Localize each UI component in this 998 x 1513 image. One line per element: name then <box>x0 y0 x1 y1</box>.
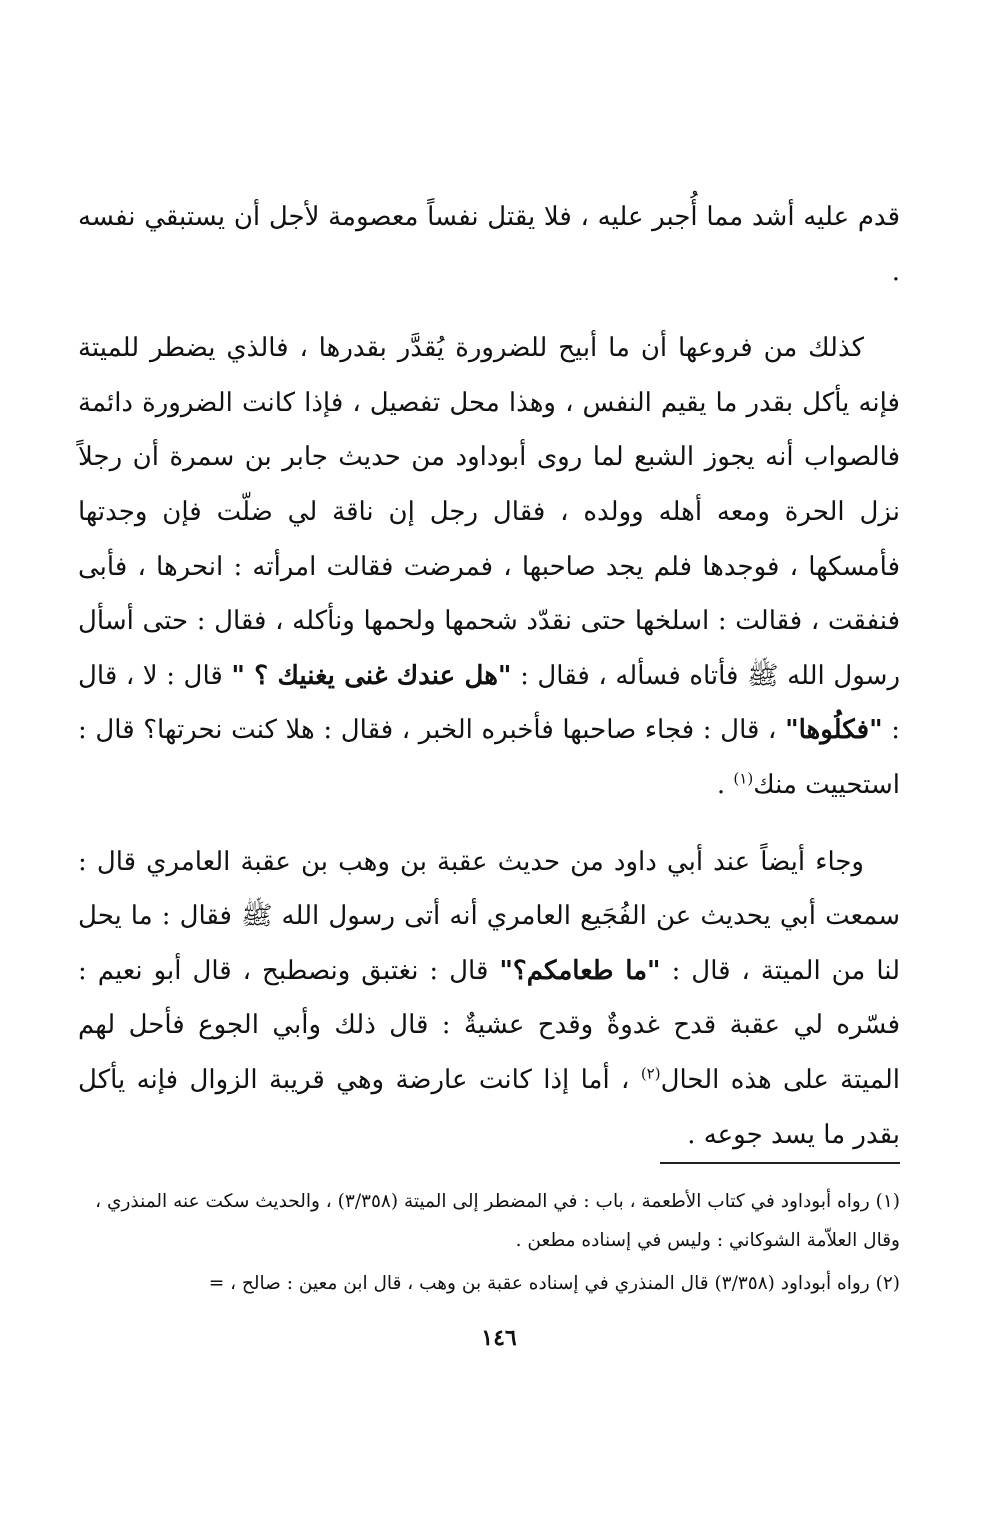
paragraph-3-text-a: وجاء أيضاً عند أبي داود من حديث عقبة بن وهب بن عقبة العامري قال : سمعت أبي يحديث عن الفُجَيع العامري أنه أتى رسول الله ﷺ فقال : ما يحل لنا من الميتة ، قال : <box>78 846 901 986</box>
paragraph-2 <box>78 321 900 812</box>
footnote-2-text: (٢) رواه أبوداود (٣/٣٥٨) قال المنذري في إسناده عقبة بن وهب ، قال ابن معين : صالح ، = <box>208 1273 900 1294</box>
footnote-ref-1: (١) <box>733 769 754 788</box>
footnote-separator <box>660 1162 900 1164</box>
hadith-quote-2: "فكلُوها" <box>785 715 883 746</box>
page-number: ١٤٦ <box>481 1325 517 1351</box>
paragraph-2-text-a: كذلك من فروعها أن ما أبيح للضرورة يُقدَّر بقدرها ، فالذي يضطر للميتة فإنه يأكل بقدر ما يقيم النفس ، وهذا محل تفصيل ، فإذا كانت الضرورة دائمة فالصواب أنه يجوز الشبع لما روى أبوداود من حديث جابر بن سمرة أن رجلاً نزل الحرة ومعه أهله وولده ، فقال رجل إن ناقة لي ضلّت فإن وجدتها فأمسكها ، فوجدها فلم يجد صاحبها ، فمرضت فقالت امرأته : انحرها ، فأبى فنفقت ، فقالت : اسلخها حتى نقدّد شحمها ولحمها ونأكله ، فقال : حتى أسأل رسول الله ﷺ فأتاه فسأله ، فقال : <box>78 333 901 691</box>
paragraph-2-end: . <box>716 769 734 800</box>
main-text <box>78 190 900 1162</box>
paragraph-1 <box>78 190 900 299</box>
footnotes <box>78 1182 900 1303</box>
paragraph-2-text-b: قال : لا ، قال : <box>78 660 901 746</box>
paragraph-3-text-c: ، أما إذا كانت عارضة وهي قريبة الزوال فإنه يأكل بقدر ما يسد جوعه . <box>78 1064 900 1150</box>
footnote-1-line-1: (١) رواه أبوداود في كتاب الأطعمة ، باب : في المضطر إلى الميتة (٣/٣٥٨) ، والحديث سكت عنه المنذري ، <box>95 1191 900 1212</box>
paragraph-2-text-c: ، قال : فجاء صاحبها فأخبره الخبر ، فقال : هلا كنت نحرتها؟ قال : استحييت منك <box>78 715 900 800</box>
paragraph-3-text-b: قال : نغتبق ونصطبح ، قال أبو نعيم : فسّره لي عقبة قدح غدوةٌ وقدح عشيةٌ : قال ذلك وأبي الجوع فأحل لهم الميتة على هذه الحال <box>78 955 900 1095</box>
footnote-1-line-2: وقال العلاّمة الشوكاني : وليس في إسناده مطعن . <box>515 1230 900 1251</box>
footnote-ref-2: (٢) <box>640 1064 661 1083</box>
footnote-2 <box>78 1264 900 1303</box>
paragraph-3 <box>78 835 900 1163</box>
hadith-quote-1: "هل عندك غنى يغنيك ؟ " <box>231 660 512 691</box>
footnote-1 <box>78 1182 900 1260</box>
paragraph-1-text: قدم عليه أشد مما أُجبر عليه ، فلا يقتل نفساً معصومة لأجل أن يستبقي نفسه . <box>78 202 900 287</box>
hadith-quote-3: "ما طعامكم؟" <box>499 955 661 986</box>
